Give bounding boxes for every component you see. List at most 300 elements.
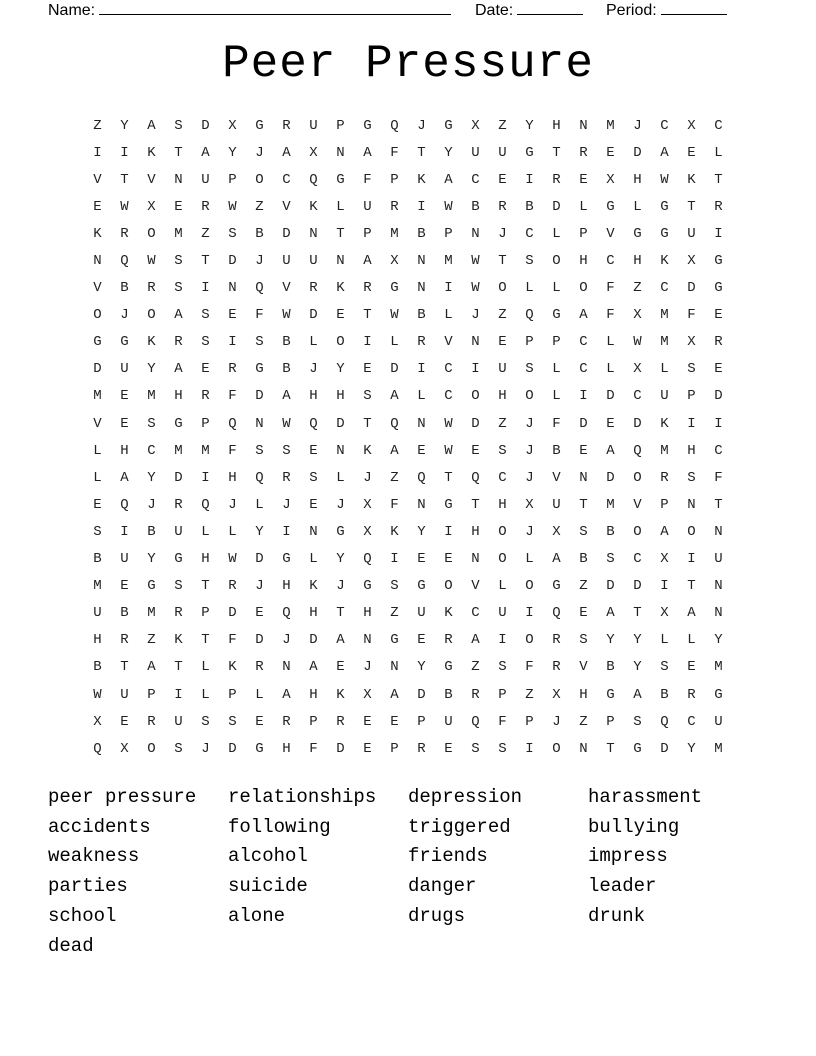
grid-letter[interactable]: D (309, 632, 318, 649)
grid-letter[interactable]: X (363, 686, 372, 703)
grid-letter[interactable]: I (93, 144, 102, 161)
grid-letter[interactable]: R (174, 334, 183, 351)
grid-letter[interactable]: Q (633, 442, 642, 459)
grid-letter[interactable]: V (552, 469, 561, 486)
grid-letter[interactable]: D (633, 415, 642, 432)
grid-letter[interactable]: F (228, 442, 237, 459)
grid-letter[interactable]: Q (363, 551, 372, 568)
grid-letter[interactable]: S (174, 740, 183, 757)
grid-letter[interactable]: P (228, 686, 237, 703)
grid-letter[interactable]: F (687, 307, 696, 324)
grid-letter[interactable]: M (93, 578, 102, 595)
grid-letter[interactable]: Y (336, 551, 345, 568)
grid-letter[interactable]: D (606, 469, 615, 486)
grid-letter[interactable]: I (687, 551, 696, 568)
grid-letter[interactable]: R (444, 632, 453, 649)
grid-letter[interactable]: I (417, 198, 426, 215)
grid-letter[interactable]: K (660, 253, 669, 270)
grid-letter[interactable]: U (498, 605, 507, 622)
grid-letter[interactable]: W (660, 171, 669, 188)
grid-letter[interactable]: W (93, 686, 102, 703)
grid-letter[interactable]: F (309, 740, 318, 757)
grid-letter[interactable]: F (498, 713, 507, 730)
grid-letter[interactable]: C (471, 171, 480, 188)
grid-letter[interactable]: L (444, 307, 453, 324)
grid-letter[interactable]: R (255, 659, 264, 676)
grid-letter[interactable]: V (606, 225, 615, 242)
grid-letter[interactable]: G (417, 578, 426, 595)
grid-letter[interactable]: K (147, 334, 156, 351)
grid-letter[interactable]: G (363, 117, 372, 134)
grid-letter[interactable]: V (579, 659, 588, 676)
grid-letter[interactable]: R (147, 280, 156, 297)
grid-letter[interactable]: H (282, 740, 291, 757)
grid-letter[interactable]: W (282, 307, 291, 324)
grid-letter[interactable]: D (255, 551, 264, 568)
grid-letter[interactable]: I (687, 415, 696, 432)
grid-letter[interactable]: Z (633, 280, 642, 297)
grid-letter[interactable]: V (282, 198, 291, 215)
grid-letter[interactable]: Q (417, 469, 426, 486)
grid-letter[interactable]: F (552, 415, 561, 432)
grid-letter[interactable]: O (147, 740, 156, 757)
grid-letter[interactable]: K (660, 415, 669, 432)
grid-letter[interactable]: S (309, 469, 318, 486)
grid-letter[interactable]: R (390, 198, 399, 215)
grid-letter[interactable]: T (174, 659, 183, 676)
grid-letter[interactable]: Y (417, 659, 426, 676)
grid-letter[interactable]: C (282, 171, 291, 188)
grid-letter[interactable]: M (201, 442, 210, 459)
grid-letter[interactable]: V (633, 496, 642, 513)
grid-letter[interactable]: A (282, 686, 291, 703)
grid-letter[interactable]: J (336, 496, 345, 513)
grid-letter[interactable]: X (552, 686, 561, 703)
grid-letter[interactable]: L (525, 551, 534, 568)
grid-letter[interactable]: W (633, 334, 642, 351)
grid-letter[interactable]: Z (390, 605, 399, 622)
grid-letter[interactable]: T (714, 496, 723, 513)
grid-letter[interactable]: W (444, 198, 453, 215)
grid-letter[interactable]: R (552, 632, 561, 649)
grid-letter[interactable]: T (174, 144, 183, 161)
grid-letter[interactable]: Y (525, 117, 534, 134)
grid-letter[interactable]: E (93, 496, 102, 513)
grid-letter[interactable]: U (174, 523, 183, 540)
grid-letter[interactable]: L (336, 469, 345, 486)
grid-letter[interactable]: E (471, 442, 480, 459)
grid-letter[interactable]: H (309, 605, 318, 622)
grid-letter[interactable]: X (687, 334, 696, 351)
grid-letter[interactable]: E (255, 605, 264, 622)
grid-letter[interactable]: E (714, 361, 723, 378)
grid-letter[interactable]: G (174, 415, 183, 432)
grid-letter[interactable]: E (579, 605, 588, 622)
grid-letter[interactable]: O (525, 578, 534, 595)
grid-letter[interactable]: Z (525, 686, 534, 703)
grid-letter[interactable]: H (633, 171, 642, 188)
grid-letter[interactable]: Q (120, 253, 129, 270)
grid-letter[interactable]: L (93, 469, 102, 486)
grid-letter[interactable]: B (255, 225, 264, 242)
grid-letter[interactable]: E (120, 415, 129, 432)
grid-letter[interactable]: E (714, 307, 723, 324)
grid-letter[interactable]: C (525, 225, 534, 242)
grid-letter[interactable]: Z (471, 659, 480, 676)
grid-letter[interactable]: A (201, 144, 210, 161)
grid-letter[interactable]: D (174, 469, 183, 486)
grid-letter[interactable]: R (174, 496, 183, 513)
grid-letter[interactable]: D (93, 361, 102, 378)
grid-letter[interactable]: U (498, 144, 507, 161)
grid-letter[interactable]: X (660, 551, 669, 568)
grid-letter[interactable]: U (282, 253, 291, 270)
grid-letter[interactable]: P (309, 713, 318, 730)
grid-letter[interactable]: T (606, 740, 615, 757)
grid-letter[interactable]: G (552, 578, 561, 595)
grid-letter[interactable]: A (309, 659, 318, 676)
grid-letter[interactable]: M (660, 442, 669, 459)
grid-letter[interactable]: V (282, 280, 291, 297)
grid-letter[interactable]: D (417, 686, 426, 703)
grid-letter[interactable]: B (93, 551, 102, 568)
grid-letter[interactable]: R (687, 686, 696, 703)
grid-letter[interactable]: M (606, 117, 615, 134)
grid-letter[interactable]: G (606, 686, 615, 703)
grid-letter[interactable]: F (363, 171, 372, 188)
grid-letter[interactable]: J (255, 253, 264, 270)
period-field[interactable] (606, 0, 727, 20)
grid-letter[interactable]: A (174, 307, 183, 324)
grid-letter[interactable]: T (201, 578, 210, 595)
grid-letter[interactable]: A (579, 307, 588, 324)
grid-letter[interactable]: T (633, 605, 642, 622)
grid-letter[interactable]: G (255, 361, 264, 378)
grid-letter[interactable]: E (417, 551, 426, 568)
grid-letter[interactable]: D (552, 198, 561, 215)
grid-letter[interactable]: A (363, 144, 372, 161)
grid-letter[interactable]: S (228, 713, 237, 730)
grid-letter[interactable]: U (498, 361, 507, 378)
grid-letter[interactable]: U (120, 686, 129, 703)
grid-letter[interactable]: A (471, 632, 480, 649)
grid-letter[interactable]: M (147, 605, 156, 622)
grid-letter[interactable]: L (660, 632, 669, 649)
grid-letter[interactable]: L (255, 496, 264, 513)
grid-letter[interactable]: X (660, 605, 669, 622)
grid-letter[interactable]: S (498, 659, 507, 676)
grid-letter[interactable]: J (255, 144, 264, 161)
grid-letter[interactable]: F (390, 144, 399, 161)
grid-letter[interactable]: Q (255, 469, 264, 486)
grid-letter[interactable]: S (633, 713, 642, 730)
grid-letter[interactable]: D (336, 740, 345, 757)
grid-letter[interactable]: P (498, 686, 507, 703)
grid-letter[interactable]: L (228, 523, 237, 540)
grid-letter[interactable]: N (336, 442, 345, 459)
grid-letter[interactable]: H (336, 388, 345, 405)
grid-letter[interactable]: Z (498, 117, 507, 134)
period-blank-line[interactable] (661, 0, 727, 15)
grid-letter[interactable]: S (174, 578, 183, 595)
grid-letter[interactable]: T (336, 605, 345, 622)
grid-letter[interactable]: U (417, 605, 426, 622)
grid-letter[interactable]: Y (147, 551, 156, 568)
grid-letter[interactable]: X (390, 253, 399, 270)
grid-letter[interactable]: F (228, 632, 237, 649)
grid-letter[interactable]: T (201, 253, 210, 270)
grid-letter[interactable]: C (579, 334, 588, 351)
grid-letter[interactable]: D (660, 740, 669, 757)
grid-letter[interactable]: K (93, 225, 102, 242)
grid-letter[interactable]: Q (552, 605, 561, 622)
grid-letter[interactable]: E (120, 388, 129, 405)
grid-letter[interactable]: B (606, 523, 615, 540)
grid-letter[interactable]: X (552, 523, 561, 540)
grid-letter[interactable]: N (471, 334, 480, 351)
grid-letter[interactable]: R (417, 334, 426, 351)
grid-letter[interactable]: N (417, 496, 426, 513)
grid-letter[interactable]: M (606, 496, 615, 513)
grid-letter[interactable]: N (579, 740, 588, 757)
grid-letter[interactable]: J (147, 496, 156, 513)
grid-letter[interactable]: A (552, 551, 561, 568)
grid-letter[interactable]: O (147, 307, 156, 324)
grid-letter[interactable]: I (525, 740, 534, 757)
grid-letter[interactable]: K (309, 578, 318, 595)
grid-letter[interactable]: G (714, 253, 723, 270)
grid-letter[interactable]: P (660, 496, 669, 513)
grid-letter[interactable]: T (552, 144, 561, 161)
grid-letter[interactable]: G (444, 496, 453, 513)
grid-letter[interactable]: T (120, 659, 129, 676)
grid-letter[interactable]: N (282, 659, 291, 676)
grid-letter[interactable]: A (282, 144, 291, 161)
grid-letter[interactable]: D (282, 225, 291, 242)
grid-letter[interactable]: G (147, 578, 156, 595)
grid-letter[interactable]: V (93, 415, 102, 432)
grid-letter[interactable]: G (714, 280, 723, 297)
grid-letter[interactable]: U (309, 117, 318, 134)
grid-letter[interactable]: U (363, 198, 372, 215)
grid-letter[interactable]: G (120, 334, 129, 351)
grid-letter[interactable]: H (363, 605, 372, 622)
grid-letter[interactable]: P (228, 171, 237, 188)
grid-letter[interactable]: T (120, 171, 129, 188)
grid-letter[interactable]: D (390, 361, 399, 378)
grid-letter[interactable]: Y (147, 361, 156, 378)
grid-letter[interactable]: V (147, 171, 156, 188)
grid-letter[interactable]: Q (255, 280, 264, 297)
grid-letter[interactable]: B (471, 198, 480, 215)
grid-letter[interactable]: I (201, 469, 210, 486)
grid-letter[interactable]: H (93, 632, 102, 649)
grid-letter[interactable]: J (525, 415, 534, 432)
grid-letter[interactable]: I (363, 334, 372, 351)
grid-letter[interactable]: E (363, 740, 372, 757)
grid-letter[interactable]: K (336, 280, 345, 297)
grid-letter[interactable]: E (120, 713, 129, 730)
grid-letter[interactable]: Z (579, 578, 588, 595)
grid-letter[interactable]: I (714, 225, 723, 242)
grid-letter[interactable]: D (309, 307, 318, 324)
grid-letter[interactable]: F (606, 307, 615, 324)
grid-letter[interactable]: J (525, 469, 534, 486)
grid-letter[interactable]: Y (633, 659, 642, 676)
grid-letter[interactable]: O (255, 171, 264, 188)
grid-letter[interactable]: A (606, 442, 615, 459)
grid-letter[interactable]: N (471, 551, 480, 568)
grid-letter[interactable]: Z (255, 198, 264, 215)
grid-letter[interactable]: C (660, 117, 669, 134)
grid-letter[interactable]: H (201, 551, 210, 568)
grid-letter[interactable]: F (390, 496, 399, 513)
grid-letter[interactable]: R (201, 198, 210, 215)
grid-letter[interactable]: S (255, 442, 264, 459)
grid-letter[interactable]: T (579, 496, 588, 513)
grid-letter[interactable]: Y (336, 361, 345, 378)
grid-letter[interactable]: O (687, 523, 696, 540)
grid-letter[interactable]: J (525, 523, 534, 540)
grid-letter[interactable]: B (417, 307, 426, 324)
grid-letter[interactable]: S (660, 659, 669, 676)
grid-letter[interactable]: G (660, 225, 669, 242)
grid-letter[interactable]: K (147, 144, 156, 161)
grid-letter[interactable]: L (525, 280, 534, 297)
grid-letter[interactable]: I (417, 361, 426, 378)
grid-letter[interactable]: E (606, 415, 615, 432)
grid-letter[interactable]: X (471, 117, 480, 134)
grid-letter[interactable]: N (714, 605, 723, 622)
grid-letter[interactable]: U (552, 496, 561, 513)
grid-letter[interactable]: S (147, 415, 156, 432)
grid-letter[interactable]: B (93, 659, 102, 676)
grid-letter[interactable]: Y (444, 144, 453, 161)
grid-letter[interactable]: G (255, 740, 264, 757)
grid-letter[interactable]: O (471, 388, 480, 405)
grid-letter[interactable]: V (471, 578, 480, 595)
grid-letter[interactable]: H (633, 253, 642, 270)
grid-letter[interactable]: U (201, 171, 210, 188)
grid-letter[interactable]: E (363, 713, 372, 730)
grid-letter[interactable]: L (309, 334, 318, 351)
grid-letter[interactable]: H (552, 117, 561, 134)
grid-letter[interactable]: X (687, 253, 696, 270)
grid-letter[interactable]: R (552, 171, 561, 188)
grid-letter[interactable]: G (444, 659, 453, 676)
grid-letter[interactable]: Y (255, 523, 264, 540)
grid-letter[interactable]: N (336, 253, 345, 270)
grid-letter[interactable]: A (390, 442, 399, 459)
grid-letter[interactable]: A (147, 659, 156, 676)
grid-letter[interactable]: C (714, 442, 723, 459)
grid-letter[interactable]: C (471, 605, 480, 622)
grid-letter[interactable]: Q (201, 496, 210, 513)
grid-letter[interactable]: E (363, 361, 372, 378)
grid-letter[interactable]: Y (633, 632, 642, 649)
grid-letter[interactable]: S (687, 469, 696, 486)
grid-letter[interactable]: U (660, 388, 669, 405)
grid-letter[interactable]: U (309, 253, 318, 270)
grid-letter[interactable]: G (336, 171, 345, 188)
grid-letter[interactable]: R (201, 388, 210, 405)
grid-letter[interactable]: X (309, 144, 318, 161)
grid-letter[interactable]: D (633, 144, 642, 161)
grid-letter[interactable]: M (444, 253, 453, 270)
grid-letter[interactable]: G (633, 225, 642, 242)
grid-letter[interactable]: R (363, 280, 372, 297)
grid-letter[interactable]: W (120, 198, 129, 215)
grid-letter[interactable]: G (174, 551, 183, 568)
grid-letter[interactable]: E (309, 442, 318, 459)
date-field[interactable] (475, 0, 583, 20)
grid-letter[interactable]: Z (93, 117, 102, 134)
grid-letter[interactable]: Q (282, 605, 291, 622)
grid-letter[interactable]: M (174, 442, 183, 459)
grid-letter[interactable]: L (687, 632, 696, 649)
grid-letter[interactable]: P (606, 713, 615, 730)
grid-letter[interactable]: Y (606, 632, 615, 649)
grid-letter[interactable]: D (579, 415, 588, 432)
grid-letter[interactable]: I (174, 686, 183, 703)
grid-letter[interactable]: C (633, 551, 642, 568)
grid-letter[interactable]: N (390, 659, 399, 676)
grid-letter[interactable]: A (336, 632, 345, 649)
grid-letter[interactable]: S (579, 523, 588, 540)
grid-letter[interactable]: Z (147, 632, 156, 649)
grid-letter[interactable]: P (444, 225, 453, 242)
grid-letter[interactable]: E (579, 171, 588, 188)
grid-letter[interactable]: K (390, 523, 399, 540)
grid-letter[interactable]: G (660, 198, 669, 215)
grid-letter[interactable]: X (606, 171, 615, 188)
grid-letter[interactable]: E (687, 659, 696, 676)
grid-letter[interactable]: A (444, 171, 453, 188)
grid-letter[interactable]: D (606, 578, 615, 595)
grid-letter[interactable]: S (93, 523, 102, 540)
grid-letter[interactable]: B (606, 659, 615, 676)
grid-letter[interactable]: W (282, 415, 291, 432)
grid-letter[interactable]: I (498, 632, 507, 649)
grid-letter[interactable]: D (687, 280, 696, 297)
grid-letter[interactable]: G (390, 280, 399, 297)
grid-letter[interactable]: S (201, 307, 210, 324)
grid-letter[interactable]: N (687, 496, 696, 513)
grid-letter[interactable]: B (120, 605, 129, 622)
grid-letter[interactable]: B (579, 551, 588, 568)
grid-letter[interactable]: N (336, 144, 345, 161)
grid-letter[interactable]: N (93, 253, 102, 270)
grid-letter[interactable]: P (687, 388, 696, 405)
grid-letter[interactable]: L (390, 334, 399, 351)
grid-letter[interactable]: J (525, 442, 534, 459)
grid-letter[interactable]: L (309, 551, 318, 568)
grid-letter[interactable]: R (174, 605, 183, 622)
grid-letter[interactable]: R (336, 713, 345, 730)
grid-letter[interactable]: P (336, 117, 345, 134)
grid-letter[interactable]: G (363, 578, 372, 595)
grid-letter[interactable]: D (255, 632, 264, 649)
grid-letter[interactable]: E (174, 198, 183, 215)
grid-letter[interactable]: I (282, 523, 291, 540)
grid-letter[interactable]: U (444, 713, 453, 730)
grid-letter[interactable]: C (687, 713, 696, 730)
grid-letter[interactable]: I (390, 551, 399, 568)
grid-letter[interactable]: G (336, 523, 345, 540)
grid-letter[interactable]: E (579, 442, 588, 459)
grid-letter[interactable]: Q (390, 415, 399, 432)
grid-letter[interactable]: B (417, 225, 426, 242)
